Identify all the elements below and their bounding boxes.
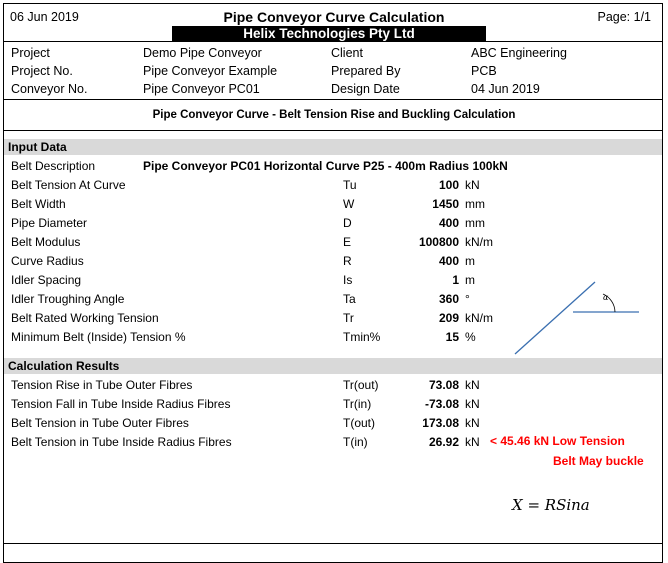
result-row-unit: kN [465,378,480,392]
input-row-value: 100 [438,178,459,192]
design-date-label: Design Date [331,82,400,96]
belt-description-label: Belt Description [11,159,96,173]
conveyor-no-label: Conveyor No. [11,82,88,96]
result-row-value: -73.08 [424,397,459,411]
result-row-value: 173.08 [422,416,459,430]
input-row-symbol: E [343,235,352,249]
input-row-value: 1450 [432,197,459,211]
result-row-symbol: T(out) [343,416,376,430]
divider [3,99,663,100]
prepared-by-label: Prepared By [331,64,401,78]
divider [3,543,663,544]
result-row-label: Belt Tension in Tube Inside Radius Fibres [11,435,232,449]
input-data-heading: Input Data [4,139,662,155]
calc-results-heading: Calculation Results [4,358,662,374]
result-row-unit: kN [465,416,480,430]
belt-line [515,282,595,354]
input-row-value: 400 [438,216,459,230]
input-row-unit: m [465,273,475,287]
design-date-value: 04 Jun 2019 [471,82,540,96]
input-row-value: 400 [438,254,459,268]
result-row-value: 73.08 [428,378,459,392]
input-row-symbol: Ta [343,292,356,306]
result-row-unit: kN [465,435,480,449]
result-row-label: Tension Fall in Tube Inside Radius Fibres [11,397,231,411]
result-row-label: Tension Rise in Tube Outer Fibres [11,378,193,392]
input-row-unit: kN/m [465,311,493,325]
input-row-value: 360 [438,292,459,306]
input-row-label: Idler Troughing Angle [11,292,125,306]
project-value: Demo Pipe Conveyor [143,46,262,60]
input-row-symbol: Tmin% [343,330,381,344]
input-row-unit: % [465,330,476,344]
result-row-unit: kN [465,397,480,411]
angle-diagram [505,277,645,359]
project-label: Project [11,46,50,60]
input-row-symbol: Tr [343,311,354,325]
input-row-value: 15 [445,330,459,344]
prepared-by-value: PCB [471,64,497,78]
input-row-symbol: W [343,197,355,211]
input-row-value: 1 [452,273,459,287]
input-row-label: Pipe Diameter [11,216,88,230]
input-row-unit: m [465,254,475,268]
client-label: Client [331,46,363,60]
input-row-unit: mm [465,197,485,211]
belt-description-value: Pipe Conveyor PC01 Horizontal Curve P25 - 400m Radius 100kN [143,159,508,173]
result-row-symbol: Tr(in) [343,397,372,411]
company-banner: Helix Technologies Pty Ltd [172,26,486,41]
formula: X = RSina [512,496,590,514]
input-row-symbol: R [343,254,352,268]
input-row-unit: mm [465,216,485,230]
input-row-symbol: D [343,216,352,230]
divider [3,130,663,131]
client-value: ABC Engineering [471,46,567,60]
low-tension-warning: < 45.46 kN Low Tension [490,434,625,448]
input-row-unit: kN [465,178,480,192]
input-row-label: Idler Spacing [11,273,82,287]
result-row-symbol: T(in) [343,435,368,449]
input-row-label: Belt Tension At Curve [11,178,126,192]
divider [3,41,663,42]
input-row-label: Curve Radius [11,254,84,268]
page-number: Page: 1/1 [597,10,651,24]
input-row-symbol: Tu [343,178,357,192]
report-title: Pipe Conveyor Curve Calculation [223,9,445,25]
input-row-symbol: Is [343,273,353,287]
project-no-value: Pipe Conveyor Example [143,64,278,78]
buckle-warning: Belt May buckle [553,454,644,468]
report-date: 06 Jun 2019 [10,10,79,24]
result-row-label: Belt Tension in Tube Outer Fibres [11,416,189,430]
input-row-label: Belt Modulus [11,235,81,249]
input-row-unit: ° [465,292,470,306]
result-row-value: 26.92 [428,435,459,449]
input-row-label: Belt Rated Working Tension [11,311,159,325]
project-no-label: Project No. [11,64,73,78]
conveyor-no-value: Pipe Conveyor PC01 [143,82,260,96]
calc-subtitle: Pipe Conveyor Curve - Belt Tension Rise and Buckling Calculation [152,109,516,121]
angle-label: α [603,293,609,302]
input-row-label: Minimum Belt (Inside) Tension % [11,330,186,344]
result-row-symbol: Tr(out) [343,378,379,392]
input-row-value: 209 [438,311,459,325]
input-row-value: 100800 [418,235,459,249]
input-row-label: Belt Width [11,197,66,211]
input-row-unit: kN/m [465,235,493,249]
